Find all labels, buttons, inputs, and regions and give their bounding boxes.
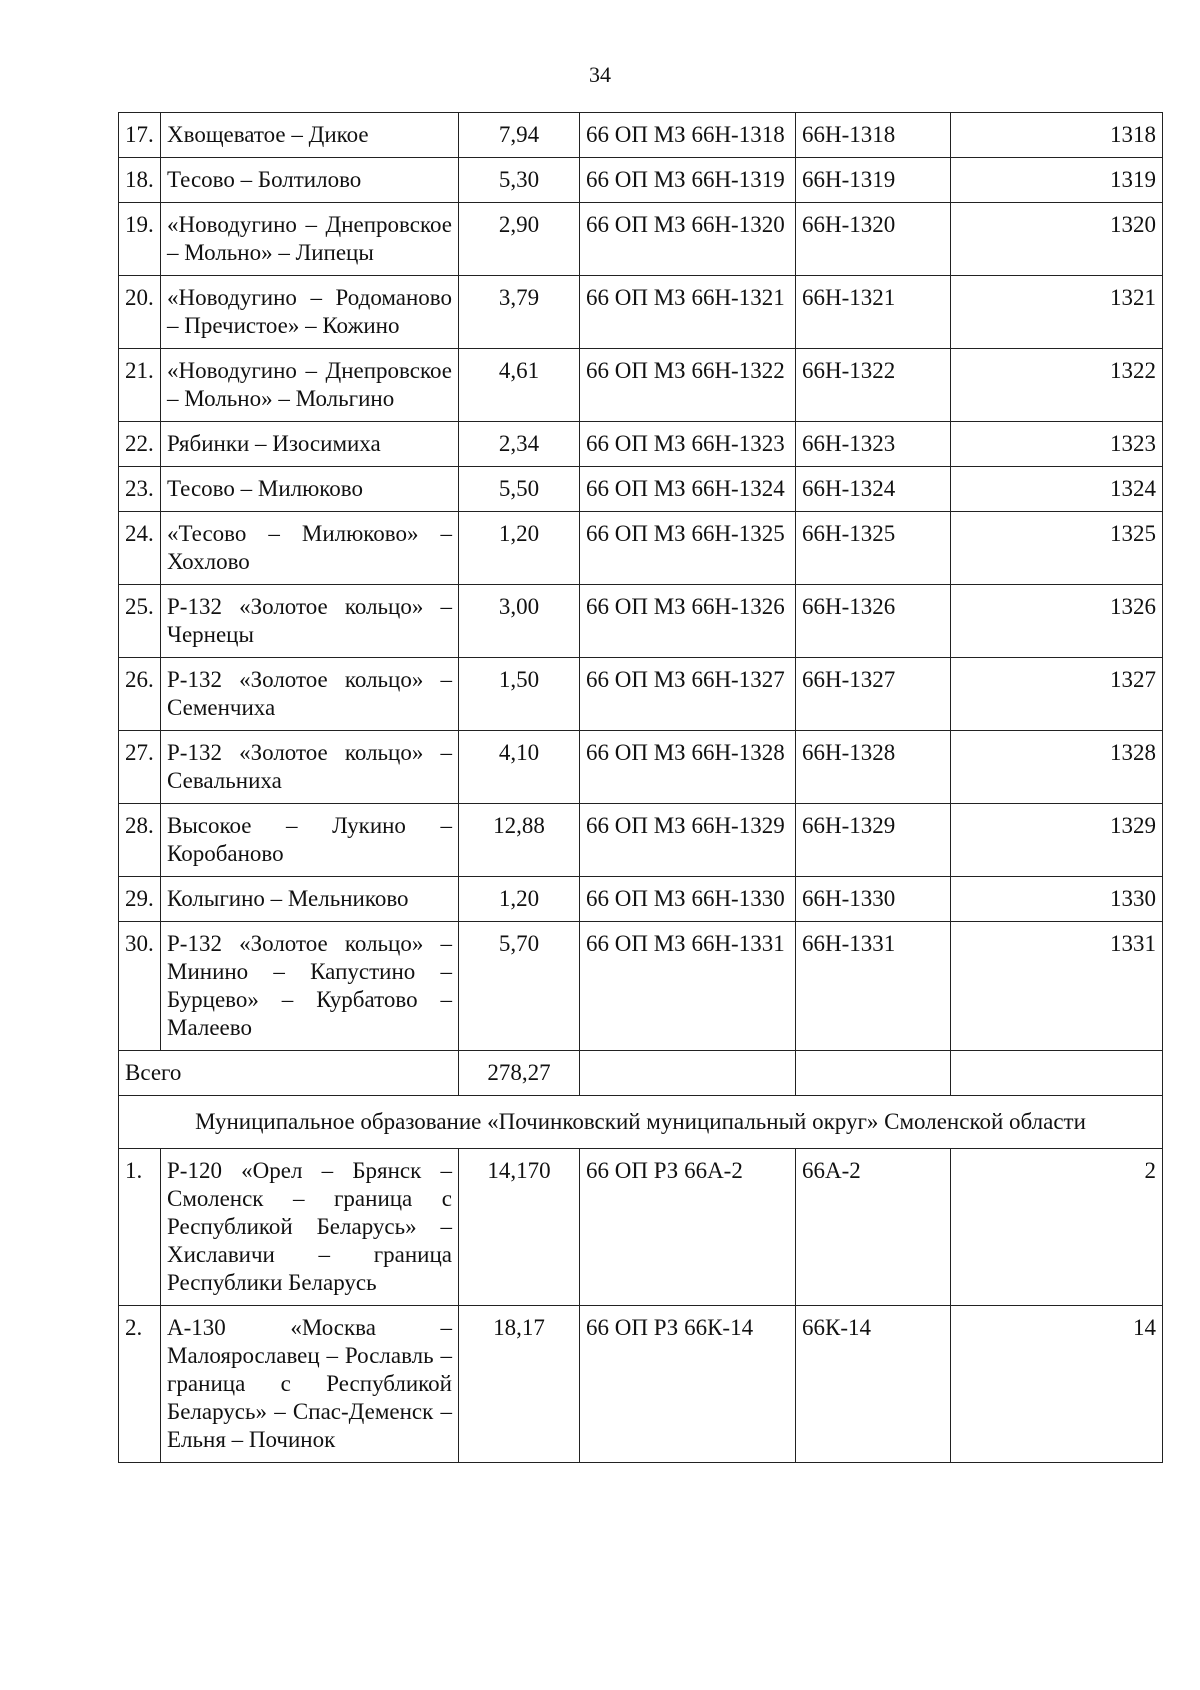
registration-number: 66 ОП МЗ 66Н-1319 [580,158,796,203]
row-number: 21. [119,349,161,422]
road-code: 66Н-1320 [796,203,951,276]
road-code: 66Н-1326 [796,585,951,658]
road-name: Р-132 «Золотое кольцо» – Чернецы [161,585,459,658]
road-short-code: 1322 [951,349,1163,422]
road-length: 2,34 [459,422,580,467]
table-row [119,804,1163,877]
roads-table-body-a [119,113,1163,1051]
table-row [119,203,1163,276]
total-label: Всего [119,1051,459,1096]
registration-number: 66 ОП МЗ 66Н-1326 [580,585,796,658]
road-code: 66Н-1331 [796,922,951,1051]
road-length: 5,30 [459,158,580,203]
total-length: 278,27 [459,1051,580,1096]
road-code: 66Н-1323 [796,422,951,467]
road-name: Р-120 «Орел – Брянск – Смоленск – граница с Республикой Беларусь» – Хиславичи – граница Республики Беларусь [161,1149,459,1306]
road-short-code: 14 [951,1306,1163,1463]
road-code: 66Н-1324 [796,467,951,512]
road-length: 5,50 [459,467,580,512]
road-code: 66К-14 [796,1306,951,1463]
registration-number: 66 ОП МЗ 66Н-1318 [580,113,796,158]
road-name: Тесово – Милюково [161,467,459,512]
row-number: 19. [119,203,161,276]
table-row [119,922,1163,1051]
roads-table-body-b [119,1149,1163,1463]
road-short-code: 1327 [951,658,1163,731]
row-number: 23. [119,467,161,512]
road-length: 3,79 [459,276,580,349]
table-row [119,158,1163,203]
section-title: Муниципальное образование «Починковский муниципальный округ» Смоленской области [119,1096,1163,1149]
registration-number: 66 ОП МЗ 66Н-1321 [580,276,796,349]
row-number: 26. [119,658,161,731]
table-row [119,422,1163,467]
table-row [119,1149,1163,1306]
road-length: 3,00 [459,585,580,658]
table-row [119,731,1163,804]
road-short-code: 1321 [951,276,1163,349]
row-number: 25. [119,585,161,658]
road-length: 2,90 [459,203,580,276]
total-empty-cell [580,1051,796,1096]
road-name: Р-132 «Золотое кольцо» – Семенчиха [161,658,459,731]
road-length: 4,10 [459,731,580,804]
road-name: «Тесово – Милюково» – Хохлово [161,512,459,585]
registration-number: 66 ОП МЗ 66Н-1320 [580,203,796,276]
row-number: 27. [119,731,161,804]
road-length: 7,94 [459,113,580,158]
registration-number: 66 ОП МЗ 66Н-1331 [580,922,796,1051]
road-short-code: 2 [951,1149,1163,1306]
road-name: Хвощеватое – Дикое [161,113,459,158]
road-code: 66Н-1329 [796,804,951,877]
road-length: 1,20 [459,512,580,585]
row-number: 17. [119,113,161,158]
road-short-code: 1326 [951,585,1163,658]
table-row [119,1306,1163,1463]
road-code: 66Н-1321 [796,276,951,349]
road-code: 66А-2 [796,1149,951,1306]
registration-number: 66 ОП МЗ 66Н-1325 [580,512,796,585]
road-name: Рябинки – Изосимиха [161,422,459,467]
roads-table [118,112,1163,1463]
row-number: 22. [119,422,161,467]
road-short-code: 1324 [951,467,1163,512]
table-row [119,585,1163,658]
road-code: 66Н-1318 [796,113,951,158]
road-length: 12,88 [459,804,580,877]
registration-number: 66 ОП МЗ 66Н-1330 [580,877,796,922]
row-number: 24. [119,512,161,585]
road-short-code: 1323 [951,422,1163,467]
road-short-code: 1319 [951,158,1163,203]
table-row [119,658,1163,731]
row-number: 20. [119,276,161,349]
row-number: 28. [119,804,161,877]
table-row [119,512,1163,585]
registration-number: 66 ОП МЗ 66Н-1329 [580,804,796,877]
registration-number: 66 ОП МЗ 66Н-1322 [580,349,796,422]
road-code: 66Н-1325 [796,512,951,585]
registration-number: 66 ОП МЗ 66Н-1324 [580,467,796,512]
road-code: 66Н-1319 [796,158,951,203]
road-name: Высокое – Лукино – Коробаново [161,804,459,877]
road-length: 4,61 [459,349,580,422]
total-row [119,1051,1163,1096]
road-short-code: 1330 [951,877,1163,922]
registration-number: 66 ОП РЗ 66К-14 [580,1306,796,1463]
registration-number: 66 ОП МЗ 66Н-1328 [580,731,796,804]
road-short-code: 1318 [951,113,1163,158]
road-code: 66Н-1330 [796,877,951,922]
table-row [119,467,1163,512]
registration-number: 66 ОП МЗ 66Н-1327 [580,658,796,731]
road-length: 5,70 [459,922,580,1051]
road-name: «Новодугино – Днепровское – Мольно» – Липецы [161,203,459,276]
road-name: Тесово – Болтилово [161,158,459,203]
table-row [119,877,1163,922]
road-code: 66Н-1328 [796,731,951,804]
road-code: 66Н-1322 [796,349,951,422]
page-number: 34 [589,62,611,87]
road-length: 1,20 [459,877,580,922]
road-name: Р-132 «Золотое кольцо» – Севальниха [161,731,459,804]
registration-number: 66 ОП МЗ 66Н-1323 [580,422,796,467]
road-code: 66Н-1327 [796,658,951,731]
total-empty-cell [796,1051,951,1096]
road-name: Колыгино – Мельниково [161,877,459,922]
row-number: 18. [119,158,161,203]
row-number: 29. [119,877,161,922]
registration-number: 66 ОП РЗ 66А-2 [580,1149,796,1306]
road-short-code: 1320 [951,203,1163,276]
road-name: «Новодугино – Днепровское – Мольно» – Мольгино [161,349,459,422]
road-short-code: 1328 [951,731,1163,804]
road-name: «Новодугино – Родоманово – Пречистое» – Кожино [161,276,459,349]
road-length: 14,170 [459,1149,580,1306]
road-name: Р-132 «Золотое кольцо» – Минино – Капустино – Бурцево» – Курбатово – Малеево [161,922,459,1051]
road-name: А-130 «Москва – Малоярославец – Рославль – граница с Республикой Беларусь» – Спас-Деменск – Ельня – Починок [161,1306,459,1463]
row-number: 30. [119,922,161,1051]
road-length: 18,17 [459,1306,580,1463]
section-header-row [119,1096,1163,1149]
total-empty-cell [951,1051,1163,1096]
row-number: 1. [119,1149,161,1306]
table-row [119,276,1163,349]
road-short-code: 1325 [951,512,1163,585]
table-row [119,349,1163,422]
row-number: 2. [119,1306,161,1463]
road-short-code: 1329 [951,804,1163,877]
road-short-code: 1331 [951,922,1163,1051]
table-row [119,113,1163,158]
road-length: 1,50 [459,658,580,731]
